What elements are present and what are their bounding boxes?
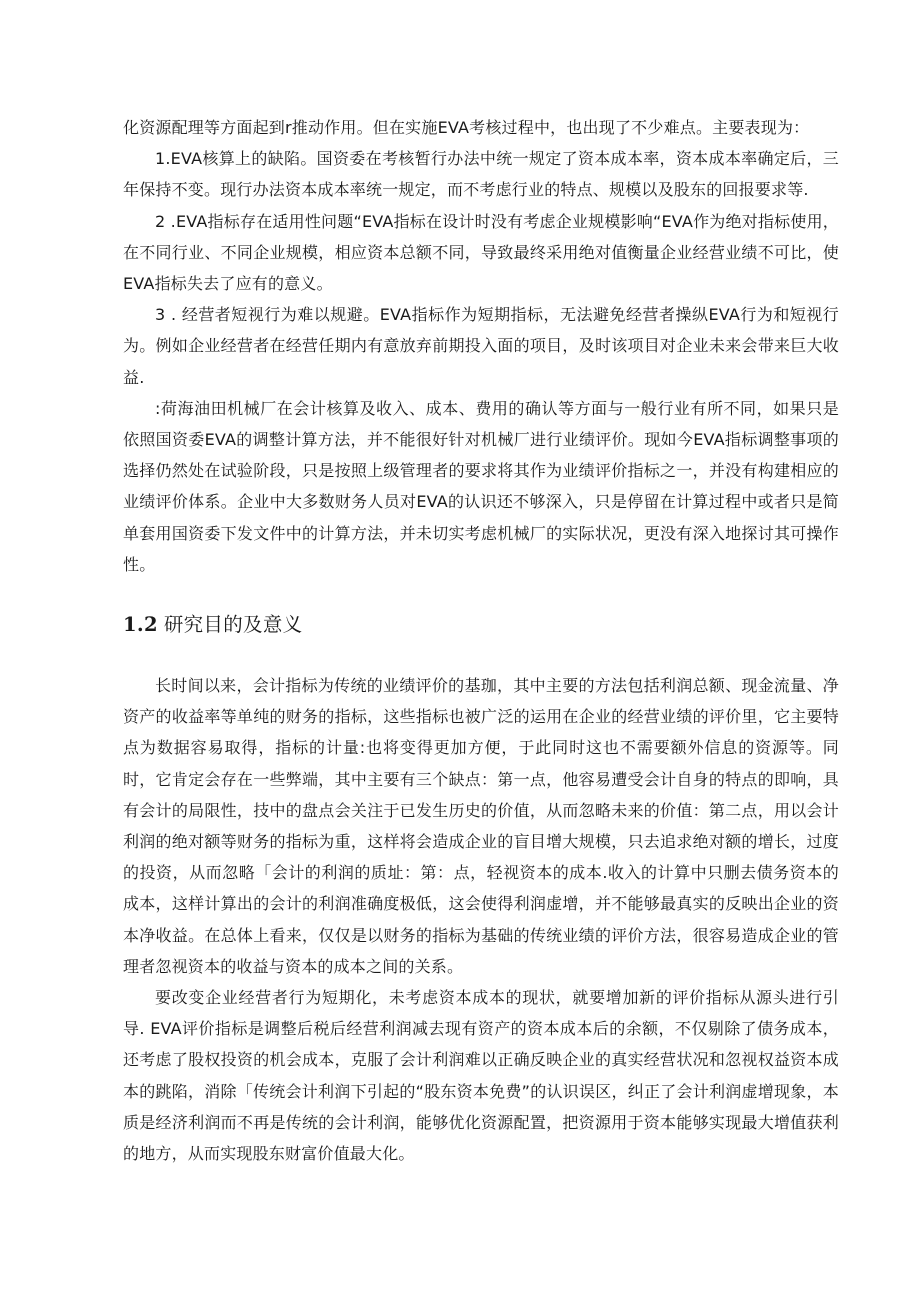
paragraph-eva-guidance: 要改变企业经营者行为短期化，未考虑资本成本的现状，就要增加新的评价指标从源头进行引导. EVA评价指标是调整后税后经营利润减去现有资产的资本成本后的余额，不仅剔除了债务成本，还考虑了股权投资的机会成本，克服了会计利润难以正确反映企业的真实经营状况和忽视权益资本成本的跳陷，消除「传统会计利润下引起的“股东资本免费”的认识误区，纠正了会计利润虚增现象，本质是经济利润而不再是传统的会计利润，能够优化资源配置，把资源用于资本能够实现最大增值获利的地方，从而实现股东财富价值最大化。 [123,988,839,1164]
paragraph-mechanical-plant: :荷海油田机械厂在会计核算及收入、成本、费用的确认等方面与一般行业有所不同，如果只是依照国资委EVA的调整计算方法，并不能很好针对机械厂进行业绩评价。现如今EVA指标调整事项的选择仍然处在试验阶段，只是按照上级管理者的要求将其作为业绩评价指标之一，并没有构建相应的业绩评价体系。企业中大多数财务人员对EVA的认识还不够深入，只是停留在计算过程中或者只是简单套用国资委下发文件中的计算方法，并未切实考虑机械厂的实际状况，更没有深入地探讨其可操作性。 [123,398,839,574]
section-number: 1.2 [123,613,158,637]
paragraph-accounting-indicators: 长时间以来，会计指标为传统的业绩评价的基珈，其中主要的方法包括利润总额、现金流量、净资产的收益率等单纯的财务的指标，这些指标也被广泛的运用在企业的经营业绩的评价里，它主要特点为数据容易取得，指标的计量:也将变得更加方便，于此同时这也不需要额外信息的资源等。同时，它肯定会存在一些弊端，其中主要有三个缺点：第一点，他容易遭受会计自身的特点的即响，具有会计的局限性，技中的盘点会关注于已发生历史的价值，从而忽略未来的价值：第二点，用以会计利润的绝对额等财务的指标为重，这样将会造成企业的盲目增大规模，只去追求绝对额的增长，过度的投资，从而忽略「会计的利润的质址：第：点，轻视资本的成本.收入的计算中只删去债务资本的成本，这样计算出的会计的利润准确度极低，这会使得利润虚增，并不能够最真实的反映出企业的资本净收益。在总体上看来，仅仅是以财务的指标为基础的传统业绩的评价方法，很容易造成企业的管理者忽视资本的收益与资本的成本之间的关系。 [123,676,839,976]
paragraph-item-2: 2 .EVA指标存在适用性问题“EVA指标在设计时没有考虑企业规模影响“EVA作为绝对指标使用，在不同行业、不同企业规模，相应资本总额不同，导致最终采用绝对值衡量企业经营业绩不可比，使EVA指标失去了应有的意义。 [123,211,839,294]
section-heading [123,610,839,640]
paragraph-continuation: 化资源配理等方面起到r推动作用。但在实施EVA考核过程中，也出现了不少难点。主要表现为： [123,118,810,137]
document-body [123,112,839,1169]
section-title: 研究目的及意义 [163,613,303,637]
paragraph-item-3: 3 . 经营者短视行为难以规避。EVA指标作为短期指标，无法避免经营者操纵EVA行为和短视行为。例如企业经营者在经营任期内有意放弃前期投入面的项目，及时该项目对企业未来会带来巨大收益. [123,305,839,387]
paragraph-item-1: 1.EVA核算上的缺陷。国资委在考核暂行办法中统一规定了资本成本率，资本成本率确定后，三年保持不变。现行办法资本成本率统一规定，而不考虑行业的特点、规模以及股东的回报要求等. [123,149,839,200]
